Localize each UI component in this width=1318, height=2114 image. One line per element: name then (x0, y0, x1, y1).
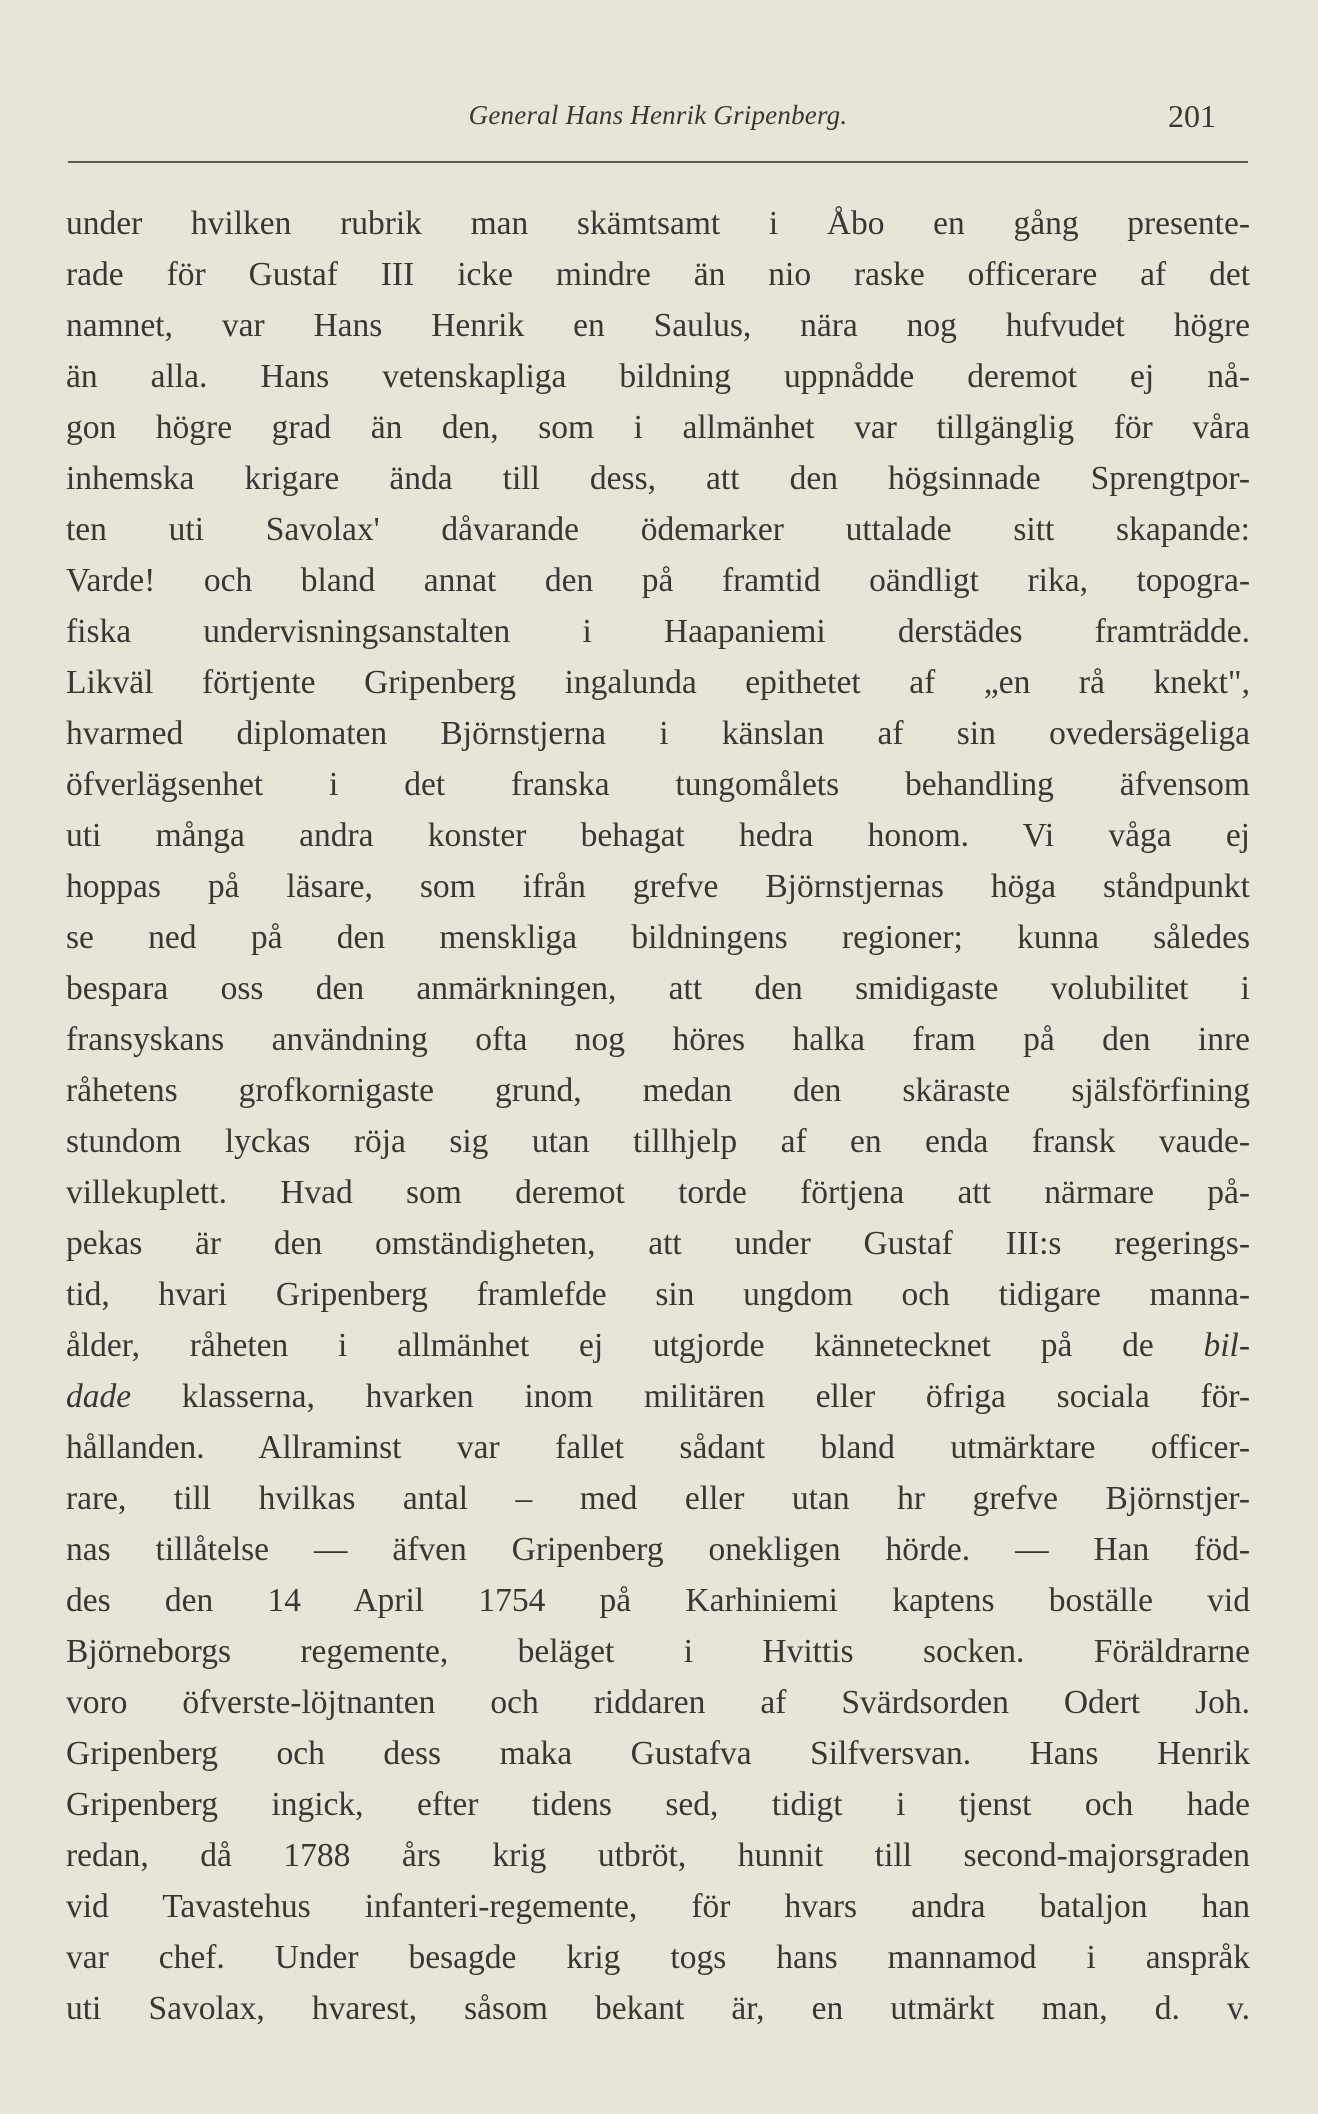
text-line-12: öfverlägsenhet i det franska tungomålets behandling äfvensom (66, 766, 1250, 803)
text-line-7: ten uti Savolax' dåvarande ödemarker uttalade sitt skapande: (66, 511, 1250, 548)
text-line-33: redan, då 1788 års krig utbröt, hunnit till second-majorsgraden (66, 1837, 1250, 1874)
text-line-36: uti Savolax, hvarest, såsom bekant är, en utmärkt man, d. v. (66, 1990, 1250, 2027)
text-line-24 (66, 1371, 1250, 1422)
text-line-8: Varde! och bland annat den på framtid oändligt rika, topogra- (66, 562, 1250, 599)
running-title: General Hans Henrik Gripenberg. (468, 100, 848, 130)
text-line-24-roman: klasserna, hvarken inom militären eller öfriga sociala för- (131, 1378, 1250, 1415)
text-line-35: var chef. Under besagde krig togs hans mannamod i anspråk (66, 1939, 1250, 1976)
text-line-2: rade för Gustaf III icke mindre än nio raske officerare af det (66, 256, 1250, 293)
running-head (66, 0, 1250, 175)
text-line-18: råhetens grofkornigaste grund, medan den skäraste själsförfining (66, 1072, 1250, 1109)
text-line-31: Gripenberg och dess maka Gustafva Silfversvan. Hans Henrik (66, 1735, 1250, 1772)
text-line-11: hvarmed diplomaten Björnstjerna i känslan af sin ovedersägeliga (66, 715, 1250, 752)
text-line-5: gon högre grad än den, som i allmänhet var tillgänglig för våra (66, 409, 1250, 446)
text-line-20: villekuplett. Hvad som deremot torde förtjena att närmare på- (66, 1174, 1250, 1211)
text-line-6: inhemska krigare ända till dess, att den högsinnade Sprengtpor- (66, 460, 1250, 497)
text-line-21: pekas är den omständigheten, att under Gustaf III:s regerings- (66, 1225, 1250, 1262)
text-line-25: hållanden. Allraminst var fallet sådant bland utmärktare officer- (66, 1429, 1250, 1466)
text-line-23 (66, 1320, 1250, 1371)
text-line-23-italic: bil- (1203, 1327, 1250, 1364)
text-line-1: under hvilken rubrik man skämtsamt i Åbo en gång presente- (66, 205, 1250, 242)
text-line-15: se ned på den menskliga bildningens regioner; kunna således (66, 919, 1250, 956)
text-line-26: rare, till hvilkas antal – med eller utan hr grefve Björnstjer- (66, 1480, 1250, 1517)
page-number: 201 (1168, 98, 1216, 134)
text-line-22: tid, hvari Gripenberg framlefde sin ungdom och tidigare manna- (66, 1276, 1250, 1313)
text-line-4: än alla. Hans vetenskapliga bildning uppnådde deremot ej nå- (66, 358, 1250, 395)
text-line-34: vid Tavastehus infanteri-regemente, för hvars andra bataljon han (66, 1888, 1250, 1925)
text-line-27: nas tillåtelse — äfven Gripenberg onekligen hörde. — Han föd- (66, 1531, 1250, 1568)
text-line-17: fransyskans användning ofta nog höres halka fram på den inre (66, 1021, 1250, 1058)
text-line-13: uti många andra konster behagat hedra honom. Vi våga ej (66, 817, 1250, 854)
text-line-9: fiska undervisningsanstalten i Haapaniemi derstädes framträdde. (66, 613, 1250, 650)
header-rule (68, 161, 1248, 163)
text-line-29: Björneborgs regemente, beläget i Hvittis socken. Föräldrarne (66, 1633, 1250, 1670)
text-line-30: voro öfverste-löjtnanten och riddaren af Svärdsorden Odert Joh. (66, 1684, 1250, 1721)
text-line-23-roman: ålder, råheten i allmänhet ej utgjorde kännetecknet på de (66, 1327, 1204, 1364)
body-text (66, 198, 1250, 2034)
text-line-3: namnet, var Hans Henrik en Saulus, nära nog hufvudet högre (66, 307, 1250, 344)
text-line-19: stundom lyckas röja sig utan tillhjelp af en enda fransk vaude- (66, 1123, 1250, 1160)
text-line-14: hoppas på läsare, som ifrån grefve Björnstjernas höga ståndpunkt (66, 868, 1250, 905)
text-line-32: Gripenberg ingick, efter tidens sed, tidigt i tjenst och hade (66, 1786, 1250, 1823)
text-line-28: des den 14 April 1754 på Karhiniemi kaptens boställe vid (66, 1582, 1250, 1619)
text-line-24-italic: dade (66, 1378, 132, 1415)
text-line-16: bespara oss den anmärkningen, att den smidigaste volubilitet i (66, 970, 1250, 1007)
text-line-10: Likväl förtjente Gripenberg ingalunda epithetet af „en rå knekt", (66, 664, 1250, 701)
